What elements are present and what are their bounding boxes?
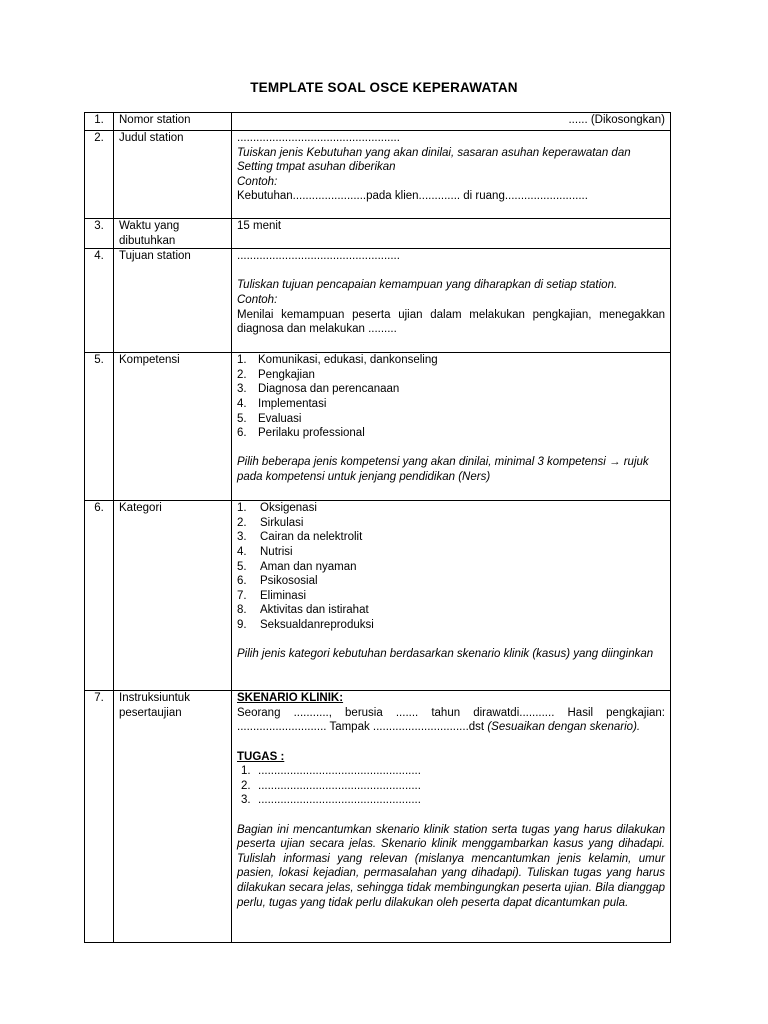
instructions-note: Bagian ini mencantumkan skenario klinik station serta tugas yang harus dilakukan peserta ujian secara jelas. Skenario klinik menggambarkan kasus yang dihadapi. Tulislah informasi yang relevan (mislanya mencantumkan jenis kelamin, umur pasien, lokasi kejadian, permasalahan yang dihadapi). Tuliskan tugas yang harus dilakukan secara jelas, sehingga tidak membingungkan peserta ujian. Bila dianggap perlu, tugas yang tidak perlu dilakukan oleh peserta dapat dicantumkan pula. bbox=[237, 823, 665, 909]
list-item: 2. Sirkulasi bbox=[237, 516, 304, 529]
scenario-heading: SKENARIO KLINIK: bbox=[237, 692, 344, 705]
row-label: Tujuan station bbox=[114, 249, 232, 353]
list-item: 6. Psikososial bbox=[237, 575, 318, 588]
row-label: Waktu yang dibutuhkan bbox=[114, 219, 232, 249]
list-item: 1. Komunikasi, edukasi, dankonseling bbox=[237, 354, 438, 367]
example-text: Kebutuhan.......................pada klien............. di ruang.......................... bbox=[237, 190, 588, 203]
table-row bbox=[85, 501, 671, 691]
document-title: TEMPLATE SOAL OSCE KEPERAWATAN bbox=[250, 80, 518, 95]
station-goal-cell bbox=[232, 249, 671, 353]
list-item: 2. ................................................... bbox=[241, 779, 421, 792]
example-heading: Contoh: bbox=[237, 293, 278, 306]
row-number: 5. bbox=[85, 353, 114, 501]
row-label: Judul station bbox=[114, 131, 232, 219]
list-item: 4. Implementasi bbox=[237, 397, 327, 410]
row-label: Instruksiuntuk pesertaujian bbox=[114, 691, 232, 943]
list-item: 3. ................................................... bbox=[241, 794, 421, 807]
station-number-value: ...... (Dikosongkan) bbox=[232, 113, 671, 131]
category-list bbox=[237, 501, 665, 632]
station-title-cell bbox=[232, 131, 671, 219]
row-number: 1. bbox=[85, 113, 114, 131]
list-item: 3. Diagnosa dan perencanaan bbox=[237, 383, 400, 396]
row-number: 7. bbox=[85, 691, 114, 943]
example-heading: Contoh: bbox=[237, 175, 278, 188]
list-item: 5. Aman dan nyaman bbox=[237, 560, 357, 573]
list-item: 9. Seksualdanreproduksi bbox=[237, 618, 374, 631]
row-label: Nomor station bbox=[114, 113, 232, 131]
instruction-text: Tuliskan tujuan pencapaian kemampuan yang diharapkan di setiap station. bbox=[237, 279, 618, 292]
table-row bbox=[85, 691, 671, 943]
row-number: 3. bbox=[85, 219, 114, 249]
category-note: Pilih jenis kategori kebutuhan berdasarkan skenario klinik (kasus) yang diinginkan bbox=[237, 648, 654, 661]
list-item: 8. Aktivitas dan istirahat bbox=[237, 604, 369, 617]
list-item: 3. Cairan da nelektrolit bbox=[237, 531, 363, 544]
list-item: 7. Eliminasi bbox=[237, 589, 307, 602]
competency-cell bbox=[232, 353, 671, 501]
table-row bbox=[85, 113, 671, 131]
list-item: 2. Pengkajian bbox=[237, 368, 315, 381]
row-label: Kategori bbox=[114, 501, 232, 691]
tasks-heading: TUGAS : bbox=[237, 750, 285, 763]
osce-template-table bbox=[84, 112, 671, 943]
list-item: 4. Nutrisi bbox=[237, 545, 293, 558]
placeholder-dots: ................................................... bbox=[237, 132, 400, 144]
scenario-text: Seorang ..........., berusia ....... tahun dirawatdi........... Hasil pengkajian: ............................ Tampak ..............................dst (Sesuaikan dengan skenario). bbox=[237, 706, 665, 734]
instructions-cell bbox=[232, 691, 671, 943]
instruction-text: Tuiskan jenis Kebutuhan yang akan dinilai, sasaran asuhan keperawatan dan Setting tmpat asuhan diberikan bbox=[237, 146, 631, 174]
competency-note: Pilih beberapa jenis kompetensi yang akan dinilai, minimal 3 kompetensi → rujuk pada kompetensi untuk jenjang pendidikan (Ners) bbox=[237, 456, 649, 483]
example-text: Menilai kemampuan peserta ujian dalam melakukan pengkajian, menegakkan diagnosa dan melakukan ......... bbox=[237, 308, 665, 336]
table-row bbox=[85, 249, 671, 353]
list-item: 1. ................................................... bbox=[241, 765, 421, 778]
competency-list bbox=[237, 353, 665, 441]
placeholder-dots: ................................................... bbox=[237, 250, 400, 263]
list-item: 5. Evaluasi bbox=[237, 412, 302, 425]
row-label: Kompetensi bbox=[114, 353, 232, 501]
table-row bbox=[85, 219, 671, 249]
time-value: 15 menit bbox=[232, 219, 671, 249]
table-row bbox=[85, 131, 671, 219]
list-item: 1. Oksigenasi bbox=[237, 502, 317, 515]
row-number: 2. bbox=[85, 131, 114, 219]
row-number: 6. bbox=[85, 501, 114, 691]
task-list bbox=[237, 764, 665, 808]
scenario-note: (Sesuaikan dengan skenario). bbox=[487, 721, 641, 734]
row-number: 4. bbox=[85, 249, 114, 353]
list-item: 6. Perilaku professional bbox=[237, 427, 365, 440]
category-cell bbox=[232, 501, 671, 691]
table-row bbox=[85, 353, 671, 501]
